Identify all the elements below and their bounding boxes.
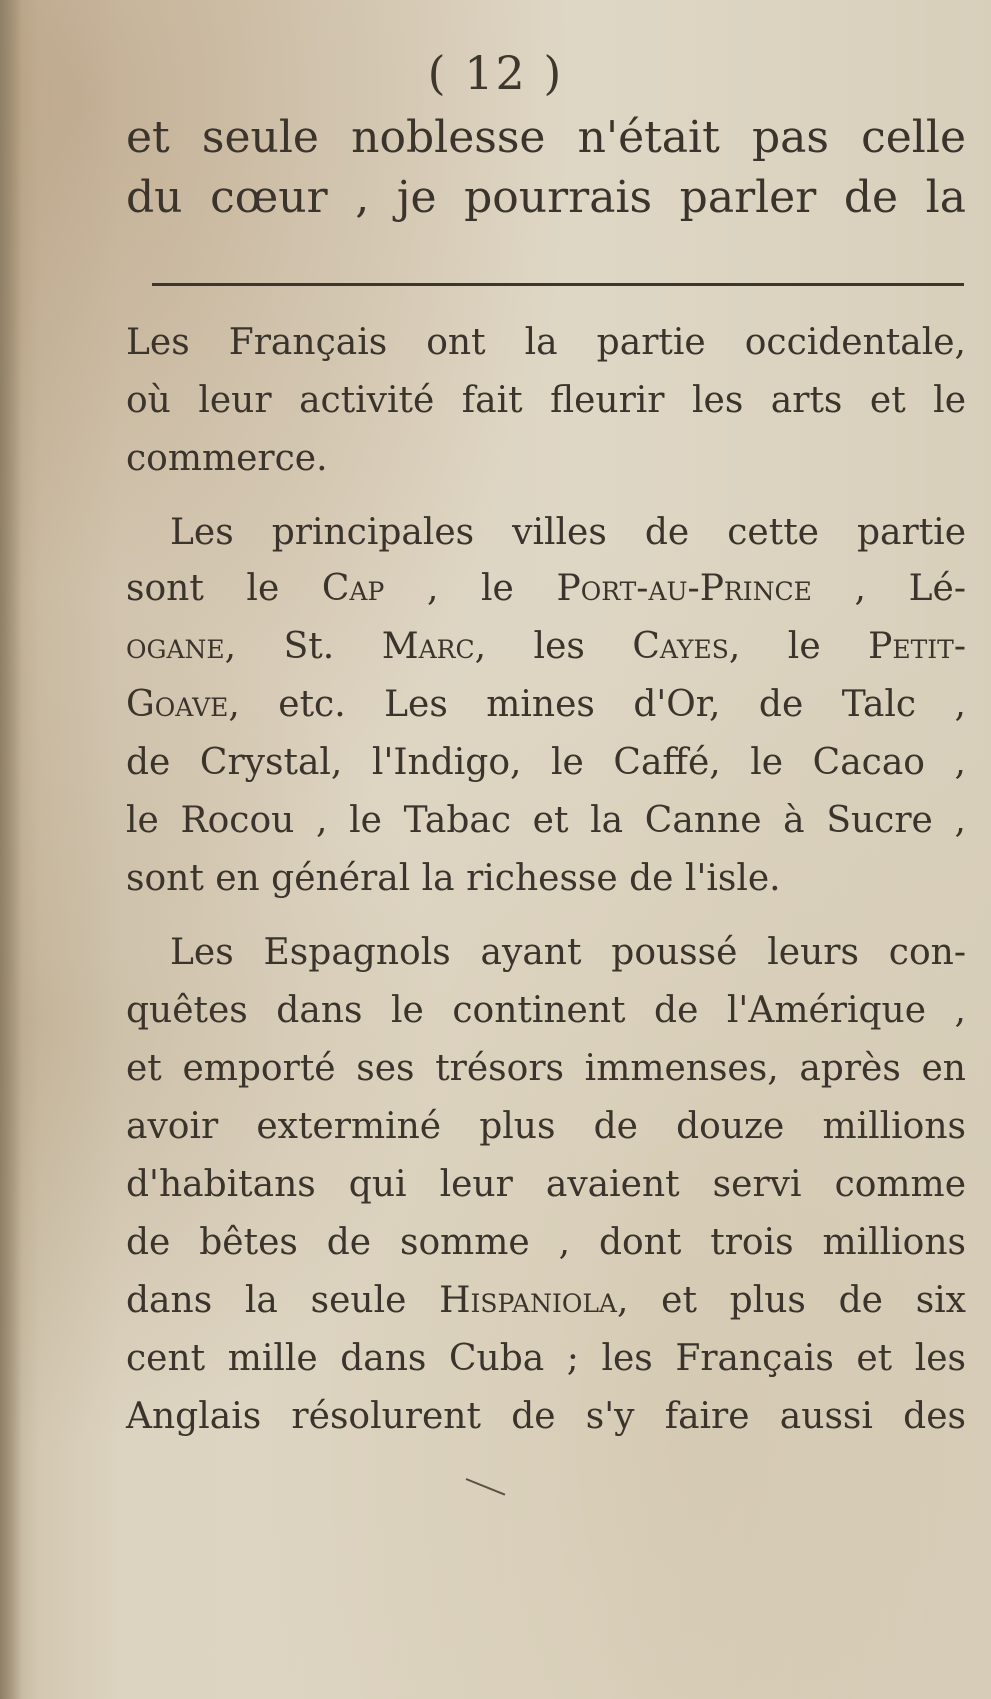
text-run: , et plus de six — [617, 1280, 966, 1321]
footnote-line: Les Français ont la partie occidentale, — [126, 322, 966, 363]
footnote-line: commerce. — [126, 438, 328, 479]
text-run: , les — [474, 626, 633, 667]
footnote-line: Les principales villes de cette partie — [170, 512, 966, 553]
place-name: Marc — [381, 626, 475, 667]
ink-mark — [466, 1478, 506, 1496]
text-run: , etc. Les mines d'Or, de Talc , — [228, 684, 966, 725]
body-line-2: du cœur , je pourrais parler de la — [126, 172, 966, 223]
footnote-line: où leur activité fait fleurir les arts et le — [126, 380, 966, 421]
footnote-line: avoir exterminé plus de douze millions — [126, 1106, 966, 1147]
text-run: dans la seule — [126, 1280, 440, 1321]
text-run: , St. — [224, 626, 382, 667]
footnote-separator-rule — [152, 283, 964, 286]
page-number: ( 12 ) — [427, 46, 564, 100]
text-run: , le — [728, 626, 869, 667]
footnote-line — [126, 626, 966, 667]
place-name: Goave — [126, 684, 229, 725]
place-name: ogane — [126, 626, 225, 667]
place-name: Cap — [321, 568, 385, 609]
footnote-line: de Crystal, l'Indigo, le Caffé, le Cacao , — [126, 742, 966, 783]
place-name: Hispaniola — [439, 1280, 617, 1321]
footnote-line — [126, 684, 966, 725]
footnote-line: cent mille dans Cuba ; les Français et les — [126, 1338, 966, 1379]
footnote-line: et emporté ses trésors immenses, après en — [126, 1048, 966, 1089]
footnote-line: Anglais résolurent de s'y faire aussi des — [126, 1396, 966, 1437]
place-name: Port-au-Prince — [556, 568, 812, 609]
footnote-line: le Rocou , le Tabac et la Canne à Sucre , — [126, 800, 966, 841]
footnote-line — [126, 568, 966, 609]
text-run: sont le — [126, 568, 322, 609]
binding-gutter-shadow — [0, 0, 22, 1699]
text-run: , le — [384, 568, 557, 609]
footnote-line: quêtes dans le continent de l'Amérique , — [126, 990, 966, 1031]
footnote-line: de bêtes de somme , dont trois millions — [126, 1222, 966, 1263]
footnote-line: sont en général la richesse de l'isle. — [126, 858, 781, 899]
footnote-line: d'habitans qui leur avaient servi comme — [126, 1164, 966, 1205]
place-name: Cayes — [632, 626, 729, 667]
body-line-1: et seule noblesse n'était pas celle — [126, 112, 966, 163]
footnote-line: Les Espagnols ayant poussé leurs con- — [170, 932, 966, 973]
text-run: , Lé- — [811, 568, 966, 609]
footnote-line — [126, 1280, 966, 1321]
place-name: Petit- — [868, 626, 967, 667]
